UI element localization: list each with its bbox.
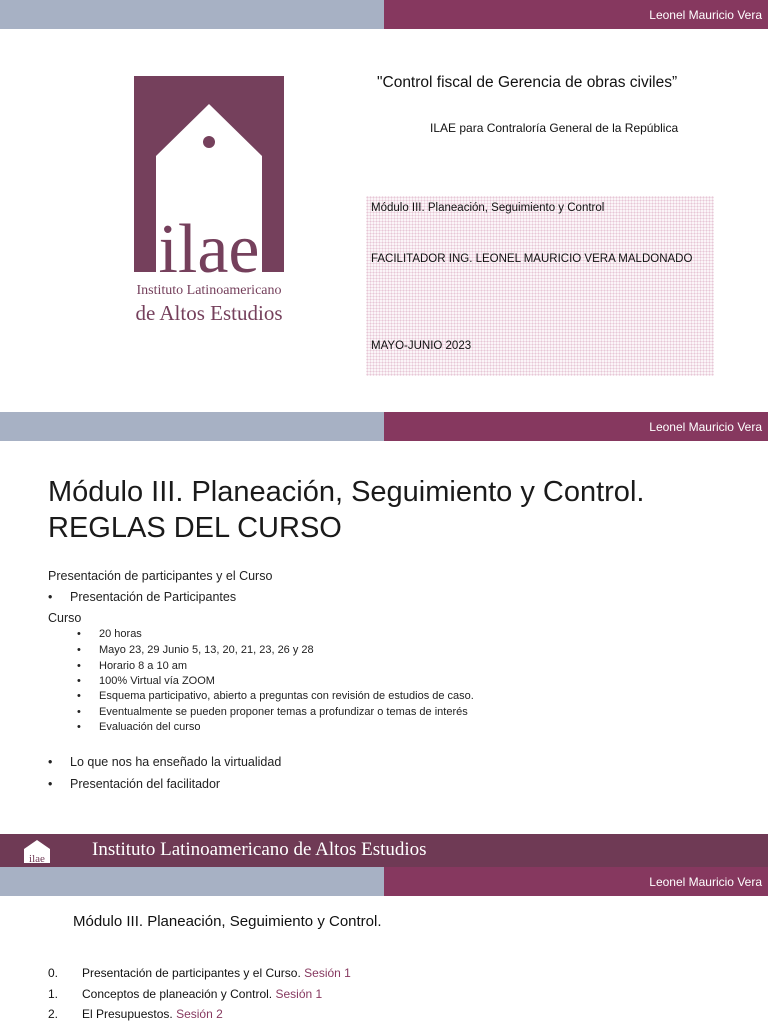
info-facilitator: FACILITADOR ING. LEONEL MAURICIO VERA MALDONADO [371,253,693,265]
list-item: Eventualmente se pueden proponer temas a profundizar o temas de interés [99,706,468,718]
toc-item [48,966,351,980]
logo-line1: Instituto Latinoamericano [136,283,282,298]
bullet-icon: • [48,755,53,769]
slide-contents [0,834,768,1024]
curso-label: Curso [48,611,82,625]
toc-text: Conceptos de planeación y Control. [82,987,273,1001]
bullet-icon: • [48,590,53,604]
logo-wordmark: ilae [158,211,260,288]
info-box [366,196,714,376]
sub-bullet-icon: • [77,721,81,733]
toc-number: 2. [48,1007,59,1021]
toc-session: Sesión 2 [176,1007,223,1021]
sub-bullet-icon: • [77,706,81,718]
toc-text: El Presupuestos. [82,1007,173,1021]
bullet-virtualidad: Lo que nos ha enseñado la virtualidad [70,755,282,769]
house-window-icon [203,136,215,148]
slide-heading: Módulo III. Planeación, Seguimiento y Control. [73,913,382,930]
top-bar [0,867,768,896]
course-title: "Control fiscal de Gerencia de obras civiles” [377,74,678,91]
toc-number: 1. [48,987,59,1001]
sub-bullet-icon: • [77,644,81,656]
course-subtitle: ILAE para Contraloría General de la República [430,121,679,135]
list-item: Evaluación del curso [99,721,201,733]
top-bar [0,0,768,29]
info-module: Módulo III. Planeación, Seguimiento y Control [371,202,605,214]
toc-number: 0. [48,966,59,980]
ilae-logo [134,76,286,328]
slide-cover [0,0,768,412]
heading-line1: Módulo III. Planeación, Seguimiento y Control. [48,476,645,508]
top-bar [0,412,768,441]
toc-session: Sesión 1 [304,966,351,980]
author-label: Leonel Mauricio Vera [649,8,762,22]
bullet-icon: • [48,777,53,791]
ilae-mini-logo [18,837,56,865]
mini-logo-wordmark: ilae [29,853,45,865]
list-item: Mayo 23, 29 Junio 5, 13, 20, 21, 23, 26 y 28 [99,644,314,656]
heading-line2: REGLAS DEL CURSO [48,512,342,544]
toc-item [48,1007,223,1021]
banner-title: Instituto Latinoamericano de Altos Estudios [92,839,427,860]
toc-session: Sesión 1 [275,987,323,1001]
slide-course-rules [0,412,768,834]
institute-banner [0,834,768,867]
toc-text: Presentación de participantes y el Curso. [82,966,301,980]
sub-bullet-icon: • [77,675,81,687]
sub-bullet-icon: • [77,690,81,702]
author-label: Leonel Mauricio Vera [649,420,762,434]
list-item: 20 horas [99,628,142,640]
list-item: Esquema participativo, abierto a preguntas con revisión de estudios de caso. [99,690,474,702]
info-dates: MAYO-JUNIO 2023 [371,340,472,352]
author-label: Leonel Mauricio Vera [649,875,762,889]
toc-item [48,987,322,1001]
slide-heading [48,474,644,546]
sub-bullet-icon: • [77,628,81,640]
bullet-participants: Presentación de Participantes [70,590,237,604]
logo-line2: de Altos Estudios [135,301,283,325]
sub-bullet-icon: • [77,660,81,672]
intro-text: Presentación de participantes y el Curso [48,569,273,583]
bullet-facilitador: Presentación del facilitador [70,777,221,791]
list-item: Horario 8 a 10 am [99,660,188,672]
list-item: 100% Virtual vía ZOOM [99,675,215,687]
